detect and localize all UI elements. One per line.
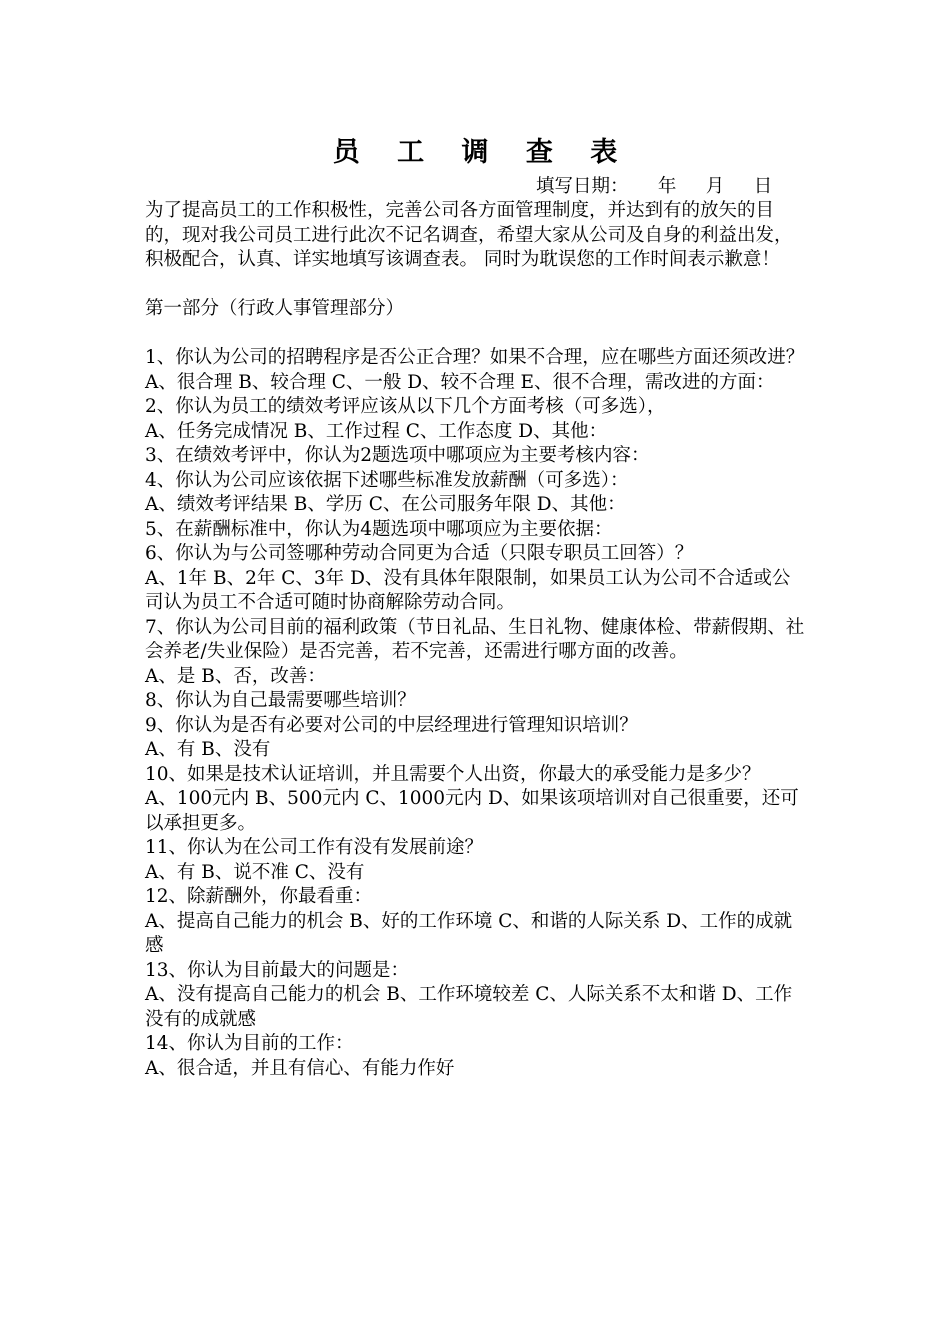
question-text: 5、在薪酬标准中，你认为4题选项中哪项应为主要依据： <box>145 518 613 540</box>
section-title: 第一部分（行政人事管理部分） <box>145 298 405 319</box>
question-text: 3、在绩效考评中，你认为2题选项中哪项应为主要考核内容： <box>145 445 650 466</box>
answer-options: A、很合适，并且有信心、有能力作好 <box>145 1057 455 1079</box>
question-text: 13、你认为目前最大的问题是： <box>145 959 410 981</box>
document-title: 员 工 调 查 表 <box>332 137 632 168</box>
answer-options: A、绩效考评结果 B、学历 C、在公司服务年限 D、其他： <box>145 494 626 515</box>
question-text: 2、你认为员工的绩效考评应该从以下几个方面考核（可多选）， <box>145 396 666 417</box>
fill-date-line: 填写日期： 年 月 日 <box>536 176 773 197</box>
question-text: 10、如果是技术认证培训，并且需要个人出资，你最大的承受能力是多少？ <box>145 763 761 785</box>
question-text: 6、你认为与公司签哪种劳动合同更为合适（只限专职员工回答）？ <box>145 543 694 564</box>
document-body <box>145 199 805 1081</box>
spacer <box>145 322 805 347</box>
question-text: 14、你认为目前的工作： <box>145 1033 354 1054</box>
intro-paragraph: 为了提高员工的工作积极性，完善公司各方面管理制度，并达到有的放矢的目的，现对我公司员工进行此次不记名调查，希望大家从公司及自身的利益出发，积极配合，认真、详实地填写该调查表。 同时为耽误您的工作时间表示歉意！ <box>145 200 793 270</box>
answer-options: A、有 B、没有 <box>145 739 271 760</box>
answer-options: A、有 B、说不准 C、没有 <box>145 861 365 883</box>
question-text: 8、你认为自己最需要哪些培训？ <box>145 690 416 711</box>
answer-options: A、没有提高自己能力的机会 B、工作环境较差 C、人际关系不太和谐 D、工作没有的成就感 <box>145 984 793 1030</box>
question-text: 11、你认为在公司工作有没有发展前途？ <box>145 837 484 858</box>
question-text: 1、你认为公司的招聘程序是否公正合理？如果不合理，应在哪些方面还须改进？ <box>145 347 805 368</box>
spacer <box>145 273 805 298</box>
answer-options: A、1年 B、2年 C、3年 D、没有具体年限限制，如果员工认为公司不合适或公司认为员工不合适可随时协商解除劳动合同。 <box>145 567 791 613</box>
answer-options: A、是 B、否，改善： <box>145 665 326 687</box>
answer-options: A、任务完成情况 B、工作过程 C、工作态度 D、其他： <box>145 420 608 442</box>
question-text: 9、你认为是否有必要对公司的中层经理进行管理知识培训？ <box>145 714 638 736</box>
answer-options: A、100元内 B、500元内 C、1000元内 D、如果该项培训对自己很重要，还可以承担更多。 <box>145 788 799 834</box>
question-text: 4、你认为公司应该依据下述哪些标准发放薪酬（可多选）： <box>145 469 629 491</box>
answer-options: A、很合理 B、较合理 C、一般 D、较不合理 E、很不合理，需改进的方面： <box>145 371 775 393</box>
answer-options: A、提高自己能力的机会 B、好的工作环境 C、和谐的人际关系 D、工作的成就感 <box>145 910 793 956</box>
question-text: 12、除薪酬外，你最看重： <box>145 886 373 907</box>
question-text: 7、你认为公司目前的福利政策（节日礼品、生日礼物、健康体检、带薪假期、社会养老/失业保险）是否完善，若不完善，还需进行哪方面的改善。 <box>145 616 805 662</box>
